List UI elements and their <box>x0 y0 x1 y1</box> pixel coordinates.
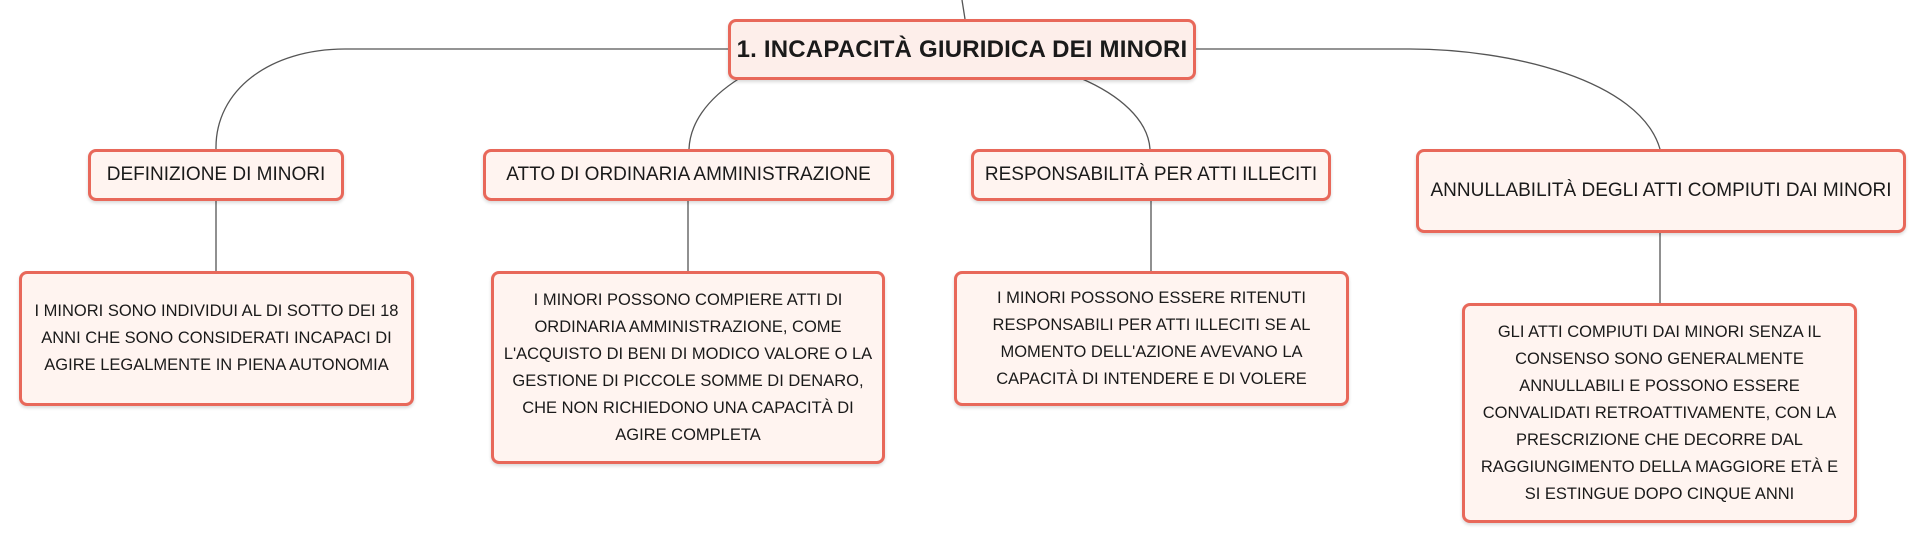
connector-root-cat-3 <box>1196 49 1660 149</box>
root-topic-label: 1. INCAPACITÀ GIURIDICA DEI MINORI <box>736 35 1188 63</box>
connector-root-cat-0 <box>216 49 728 149</box>
detail-node-ordinaria-amministrazione[interactable] <box>491 271 885 464</box>
topic-label: ATTO DI ORDINARIA AMMINISTRAZIONE <box>506 164 871 185</box>
detail-text: I MINORI POSSONO ESSERE RITENUTI RESPONSABILI PER ATTI ILLECITI SE AL MOMENTO DELL'AZIONE AVEVANO LA CAPACITÀ DI INTENDERE E DI VOLERE <box>992 288 1311 388</box>
topic-label: ANNULLABILITÀ DEGLI ATTI COMPIUTI DAI MINORI <box>1430 180 1892 201</box>
detail-node-annullabilita[interactable] <box>1462 303 1857 523</box>
topic-node-responsabilita[interactable] <box>971 149 1331 201</box>
topic-node-annullabilita[interactable] <box>1416 149 1906 233</box>
detail-text: I MINORI SONO INDIVIDUI AL DI SOTTO DEI 18 ANNI CHE SONO CONSIDERATI INCAPACI DI AGIRE LEGALMENTE IN PIENA AUTONOMIA <box>34 302 399 374</box>
root-topic-node[interactable] <box>728 19 1196 80</box>
detail-node-definizione[interactable] <box>19 271 414 406</box>
detail-text: GLI ATTI COMPIUTI DAI MINORI SENZA IL CONSENSO SONO GENERALMENTE ANNULLABILI E POSSONO ESSERE CONVALIDATI RETROATTIVAMENTE, CON LA PRESCRIZIONE CHE DECORRE DAL RAGGIUNGIMENTO DELLA MAGGIORE ETÀ E SI ESTINGUE DOPO CINQUE ANNI <box>1480 322 1839 503</box>
connector-root-cat-2 <box>1080 78 1150 149</box>
detail-node-responsabilita[interactable] <box>954 271 1349 406</box>
connector-root-cat-1 <box>689 78 740 149</box>
topic-label: DEFINIZIONE DI MINORI <box>106 164 326 185</box>
detail-text: I MINORI POSSONO COMPIERE ATTI DI ORDINARIA AMMINISTRAZIONE, COME L'ACQUISTO DI BENI DI MODICO VALORE O LA GESTIONE DI PICCOLE SOMME DI DENARO, CHE NON RICHIEDONO UNA CAPACITÀ DI AGIRE COMPLETA <box>503 290 873 444</box>
topic-node-definizione[interactable] <box>88 149 344 201</box>
connector-to-parent <box>962 0 965 19</box>
topic-node-ordinaria-amministrazione[interactable] <box>483 149 894 201</box>
topic-label: RESPONSABILITÀ PER ATTI ILLECITI <box>984 164 1318 185</box>
